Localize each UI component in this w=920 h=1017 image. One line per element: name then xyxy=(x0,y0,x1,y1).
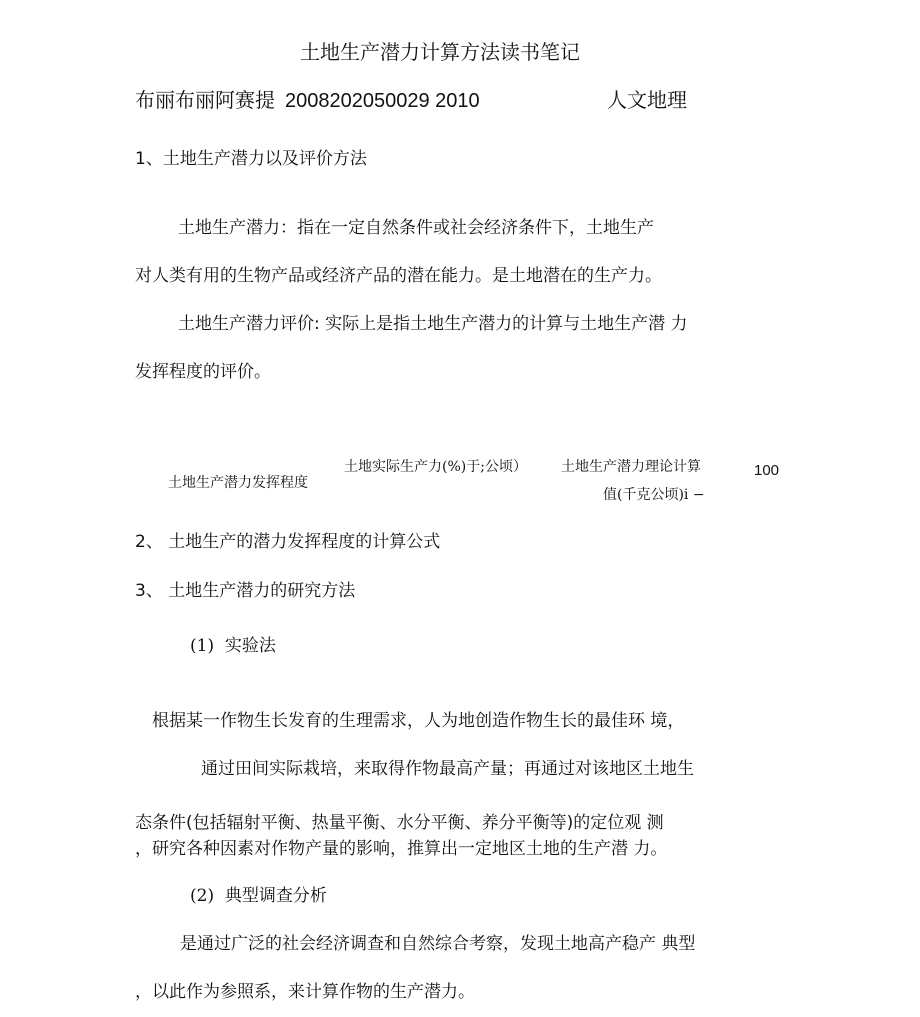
method2-name: 典型调查分析 xyxy=(224,886,327,906)
method2-heading xyxy=(190,881,327,906)
formula-multiplier: 100 xyxy=(754,462,780,479)
author-name: 布丽布丽阿赛提 xyxy=(135,88,275,112)
section1-para2-line2: 发挥程度的评价。 xyxy=(135,362,271,382)
formula-denominator-top: 土地生产潜力理论计算 xyxy=(561,459,701,475)
formula-denominator-bottom: 值(千克公顷)i − xyxy=(603,487,705,503)
method1-line4: ，研究各种因素对作物产量的影响，推算出一定地区土地的生产潜 力。 xyxy=(135,839,668,859)
formula-lhs: 土地生产潜力发挥程度 xyxy=(168,475,308,491)
method1-label: (1) xyxy=(190,636,215,656)
author-line xyxy=(135,84,687,113)
student-id: 2008202050029 2010 xyxy=(285,90,480,112)
method2-line2: ，以此作为参照系，来计算作物的生产潜力。 xyxy=(135,982,475,1002)
section1-para2-line1: 土地生产潜力评价: 实际上是指土地生产潜力的计算与土地生产潜 力 xyxy=(178,314,688,334)
method1-heading xyxy=(190,631,276,656)
section3-heading: 3、 土地生产潜力的研究方法 xyxy=(135,581,356,601)
formula-numerator: 土地实际生产力(%)于;公顷） xyxy=(344,459,527,475)
method2-line1: 是通过广泛的社会经济调查和自然综合考察，发现土地高产稳产 典型 xyxy=(180,934,696,954)
method1-line1: 根据某一作物生长发育的生理需求，人为地创造作物生长的最佳环 境， xyxy=(152,711,685,731)
section1-para1-line1: 土地生产潜力：指在一定自然条件或社会经济条件下，土地生产 xyxy=(178,218,654,238)
section2-heading: 2、 土地生产的潜力发挥程度的计算公式 xyxy=(135,532,441,552)
document-title: 土地生产潜力计算方法读书笔记 xyxy=(300,40,580,64)
section1-para1-line2: 对人类有用的生物产品或经济产品的潜在能力。是土地潜在的生产力。 xyxy=(135,266,662,286)
method1-name: 实验法 xyxy=(224,636,276,656)
method1-line3: 态条件(包括辐射平衡、热量平衡、水分平衡、养分平衡等)的定位观 测 xyxy=(135,813,664,833)
section1-heading: 1、土地生产潜力以及评价方法 xyxy=(135,149,367,169)
method1-line2: 通过田间实际栽培，来取得作物最高产量；再通过对该地区土地生 xyxy=(201,759,694,779)
method2-label: (2) xyxy=(190,886,215,906)
author-field: 人文地理 xyxy=(607,88,687,112)
